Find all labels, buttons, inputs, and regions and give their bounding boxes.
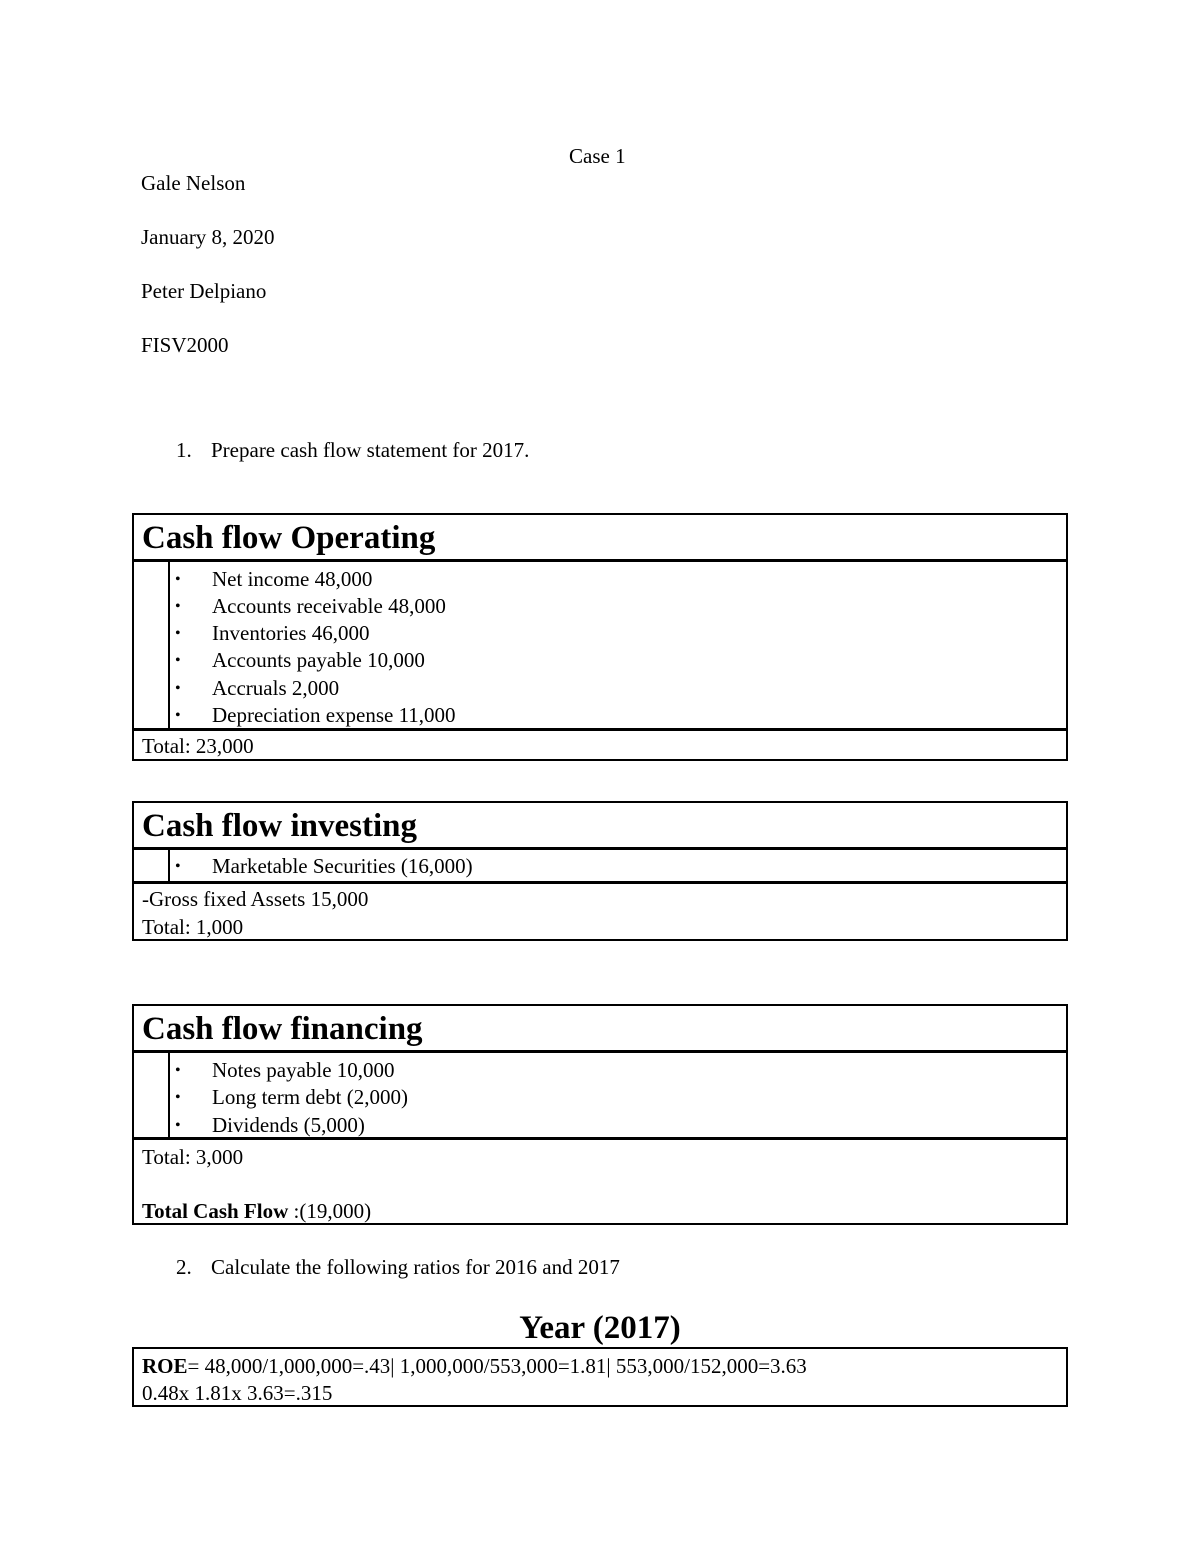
bullet-icon: • — [175, 598, 181, 615]
bullet-icon: • — [175, 680, 181, 697]
operating-title: Cash flow Operating — [142, 520, 436, 556]
roe-calculation: = 48,000/1,000,000=.43| 1,000,000/553,000=1.81| 553,000/152,000=3.63 — [187, 1354, 807, 1378]
financing-box — [132, 1004, 1068, 1225]
document-date: January 8, 2020 — [141, 225, 275, 249]
investing-gross-fixed-assets: -Gross fixed Assets 15,000 — [142, 887, 369, 911]
roe-line-2: 0.48x 1.81x 3.63=.315 — [142, 1381, 333, 1405]
bullet-icon: • — [175, 1089, 181, 1106]
total-cash-flow-label: Total Cash Flow — [142, 1199, 289, 1223]
operating-list: • Net income 48,000 • Accounts receivable 48,000 • Inventories 46,000 • Accounts payable 10,000 • Accruals 2,000 • Depreciation expense 11,000 — [168, 562, 1066, 728]
bullet-icon: • — [175, 707, 181, 724]
financing-total: Total: 3,000 — [142, 1145, 244, 1169]
divider — [134, 1137, 1066, 1140]
financing-header — [134, 1006, 1066, 1053]
total-cash-flow — [142, 1201, 371, 1222]
question-2-text: Calculate the following ratios for 2016 and 2017 — [211, 1255, 620, 1279]
operating-box — [132, 513, 1068, 761]
roe-box — [132, 1347, 1068, 1407]
course-code: FISV2000 — [141, 333, 229, 357]
bullet-icon: • — [175, 571, 181, 588]
total-cash-flow-value: :(19,000) — [288, 1199, 372, 1223]
case-title: Case 1 — [569, 144, 626, 168]
divider — [134, 881, 1066, 884]
instructor-name: Peter Delpiano — [141, 279, 267, 303]
author-name: Gale Nelson — [141, 171, 246, 195]
financing-title: Cash flow financing — [142, 1011, 423, 1047]
investing-box — [132, 801, 1068, 941]
bullet-icon: • — [175, 1062, 181, 1079]
bullet-icon: • — [175, 1117, 181, 1134]
bullet-icon: • — [175, 652, 181, 669]
question-2-number: 2. — [176, 1255, 192, 1279]
investing-header — [134, 803, 1066, 850]
bullet-icon: • — [175, 625, 181, 642]
investing-total: Total: 1,000 — [142, 915, 244, 939]
investing-list: • Marketable Securities (16,000) — [168, 850, 1066, 882]
financing-list: • Notes payable 10,000 • Long term debt (2,000) • Dividends (5,000) — [168, 1053, 1066, 1139]
investing-title: Cash flow investing — [142, 808, 418, 844]
operating-header — [134, 515, 1066, 562]
question-1-number: 1. — [176, 438, 192, 462]
roe-line-1 — [142, 1356, 807, 1377]
roe-label: ROE — [142, 1354, 188, 1378]
bullet-icon: • — [175, 858, 181, 875]
year-heading: Year (2017) — [519, 1310, 681, 1346]
operating-total: Total: 23,000 — [142, 734, 254, 758]
divider — [134, 728, 1066, 731]
question-1-text: Prepare cash flow statement for 2017. — [211, 438, 530, 462]
